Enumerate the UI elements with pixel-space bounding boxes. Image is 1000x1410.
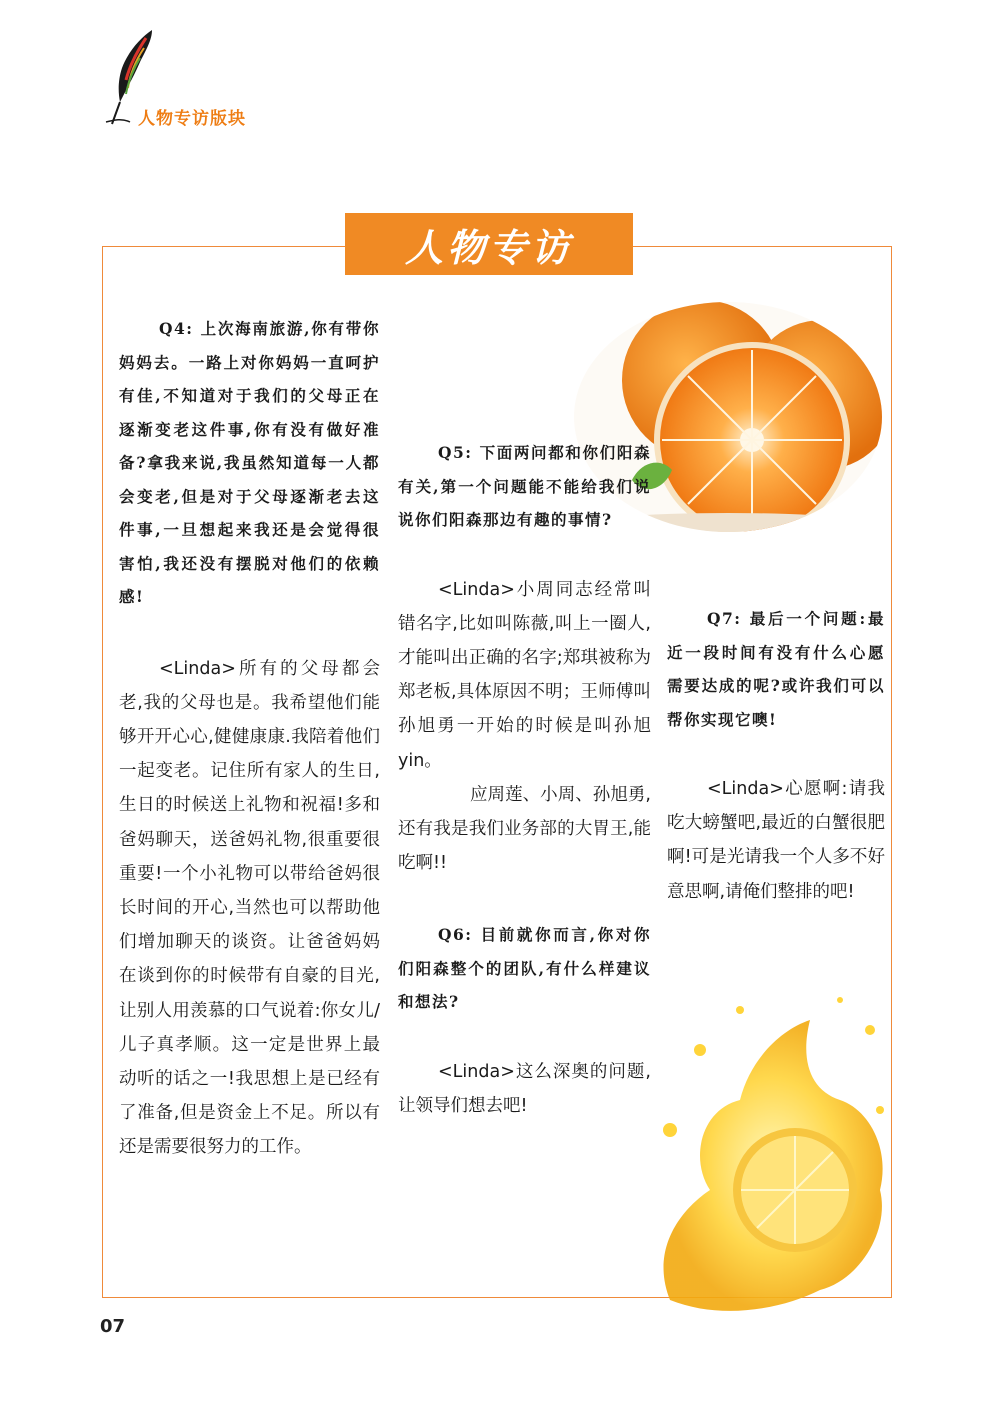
- question-q4: Q4: 上次海南旅游,你有带你妈妈去。一路上对你妈妈一直呵护有佳,不知道对于我们的父母正在逐渐变老这件事,你有没有做好准备?拿我来说,我虽然知道每一人都会变老,但是对于父母逐渐老去这件事,一旦想起来我还是会觉得很害怕,我还没有摆脱对他们的依赖感!: [119, 319, 380, 606]
- left-column: [119, 312, 380, 1165]
- question-q5: Q5: 下面两问都和你们阳森有关,第一个问题能不能给我们说说你们阳森那边有趣的事情?: [398, 443, 651, 529]
- answer-q7: <Linda>心愿啊:请我吃大螃蟹吧,最近的白蟹很肥啊!可是光请我一个人多不好意思啊,请俺们整排的吧!: [667, 779, 885, 902]
- right-column: [667, 602, 885, 909]
- answer-q5-part1: <Linda>小周同志经常叫错名字,比如叫陈薇,叫上一圈人,才能叫出正确的名字;郑琪被称为郑老板,具体原因不明；王师傅叫孙旭勇一开始的时候是叫孙旭yin。: [398, 579, 651, 771]
- page-number: 07: [100, 1316, 126, 1337]
- answer-q5-part2: 应周莲、小周、孙旭勇,还有我是我们业务部的大胃王,能吃啊!!: [398, 784, 651, 874]
- middle-column: [398, 436, 651, 1123]
- answer-q6: <Linda>这么深奥的问题,让领导们想去吧!: [398, 1061, 651, 1117]
- question-q7: Q7: 最后一个问题:最近一段时间有没有什么心愿需要达成的呢?或许我们可以帮你实现它噢!: [667, 609, 885, 729]
- answer-q4: <Linda>所有的父母都会老,我的父母也是。我希望他们能够开开心心,健健康康.我陪着他们一起变老。记住所有家人的生日,生日的时候送上礼物和祝福!多和爸妈聊天，送爸妈礼物,很重要很重要!一个小礼物可以带给爸妈很长时间的开心,当然也可以帮助他们增加聊天的谈资。让爸爸妈妈在谈到你的时候带有自豪的目光,让别人用羡慕的口气说着:你女儿/儿子真孝顺。这一定是世界上最动听的话之一!我思想上是已经有了准备,但是资金上不足。所以有还是需要很努力的工作。: [119, 658, 380, 1158]
- page-title: 人物专访: [345, 213, 633, 275]
- section-label: 人物专访版块: [138, 109, 246, 129]
- orange-juice-splash-illustration: [640, 990, 900, 1320]
- question-q6: Q6: 目前就你而言,你对你们阳森整个的团队,有什么样建议和想法?: [398, 925, 651, 1012]
